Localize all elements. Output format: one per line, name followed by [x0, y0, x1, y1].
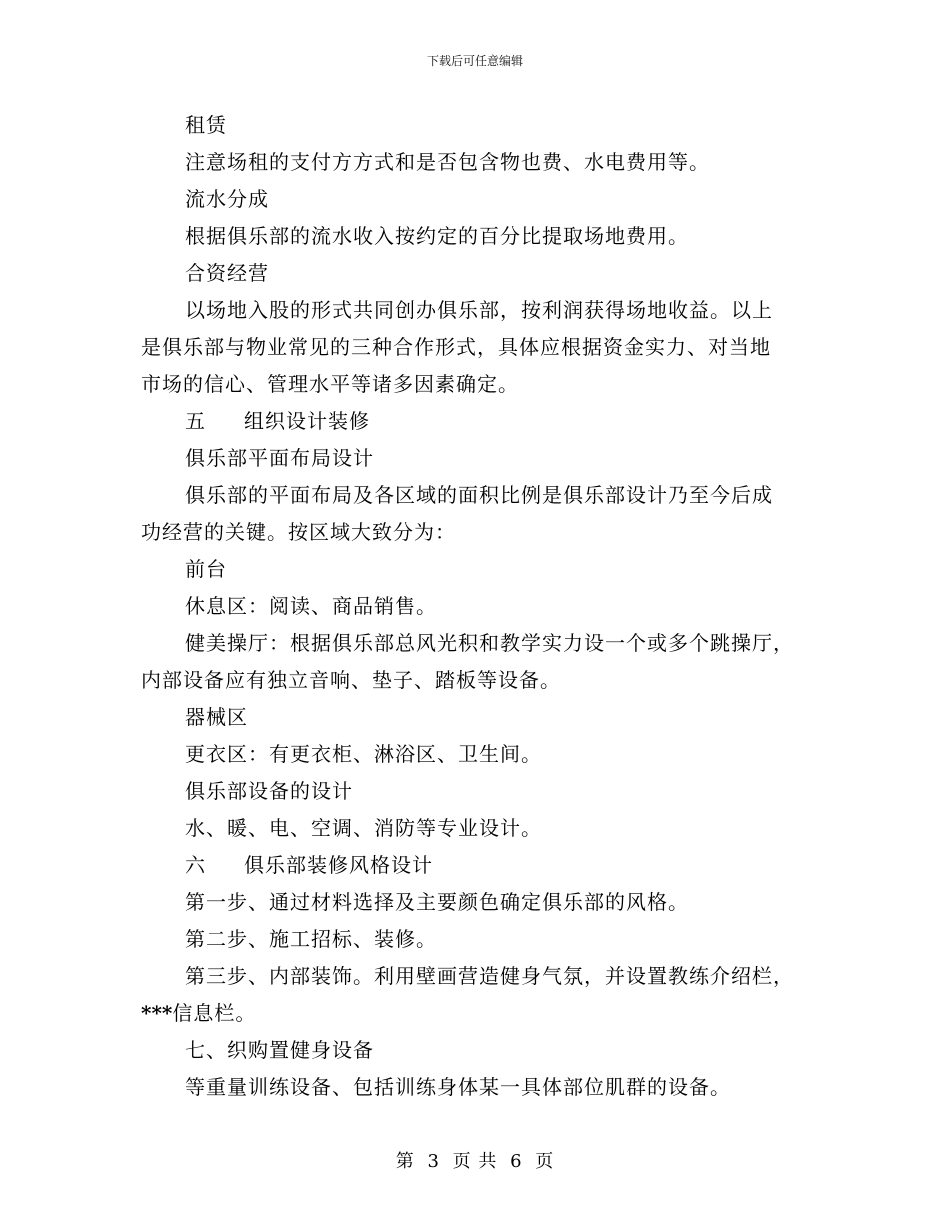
- subheading-joint-venture: 合资经营: [185, 261, 269, 285]
- section-title: 俱乐部装修风格设计: [244, 853, 433, 877]
- list-item-equipment-area: 器械区: [185, 705, 248, 729]
- paragraph-equipment-design: 水、暖、电、空调、消防等专业设计。: [185, 816, 542, 840]
- subheading-revenue-share: 流水分成: [185, 187, 269, 211]
- step-three-line2-text: 信息栏。: [172, 1001, 257, 1025]
- paragraph-floor-plan-line2: 功经营的关键。按区域大致分为：: [141, 520, 456, 544]
- footer-mid: 页 共: [452, 1151, 498, 1172]
- step-three-line1: 第三步、内部装饰。利用壁画营造健身气氛，并设置教练介绍栏，: [185, 964, 794, 988]
- paragraph-fitness-equipment: 等重量训练设备、包括训练身体某一具体部位肌群的设备。: [185, 1075, 731, 1099]
- list-item-rest-area: 休息区：阅读、商品销售。: [185, 594, 437, 618]
- step-one: 第一步、通过材料选择及主要颜色确定俱乐部的风格。: [185, 890, 689, 914]
- subheading-rent: 租赁: [185, 113, 227, 137]
- footer-suffix: 页: [535, 1151, 555, 1172]
- subheading-equipment-design: 俱乐部设备的设计: [185, 779, 353, 803]
- paragraph-revenue-share: 根据俱乐部的流水收入按约定的百分比提取场地费用。: [185, 224, 689, 248]
- section-number: 五: [185, 409, 206, 433]
- footer-prefix: 第: [395, 1151, 415, 1172]
- list-item-front-desk: 前台: [185, 557, 227, 581]
- page-footer: [0, 1147, 950, 1173]
- paragraph-floor-plan-line1: 俱乐部的平面布局及各区域的面积比例是俱乐部设计乃至今后成: [185, 483, 773, 507]
- paragraph-rent: 注意场租的支付方方式和是否包含物也费、水电费用等。: [185, 150, 710, 174]
- list-item-aerobics-line1: 健美操厅：根据俱乐部总风光积和教学实力设一个或多个跳操厅，: [185, 631, 794, 655]
- section-heading-six: [141, 847, 807, 884]
- paragraph-joint-venture-line2: 是俱乐部与物业常见的三种合作形式，具体应根据资金实力、对当地: [141, 335, 771, 359]
- page-number: 3: [427, 1151, 440, 1172]
- paragraph-joint-venture-line1: 以场地入股的形式共同创办俱乐部，按利润获得场地收益。以上: [185, 298, 773, 322]
- list-item-aerobics-line2: 内部设备应有独立音响、垫子、踏板等设备。: [141, 668, 561, 692]
- paragraph-joint-venture-line3: 市场的信心、管理水平等诸多因素确定。: [141, 372, 519, 396]
- redacted-text: ***: [141, 1001, 173, 1025]
- section-heading-seven: 七、织购置健身设备: [185, 1038, 374, 1062]
- page-total: 6: [510, 1151, 523, 1172]
- list-item-locker-area: 更衣区：有更衣柜、淋浴区、卫生间。: [185, 742, 542, 766]
- page-header: 下载后可任意编辑: [426, 54, 523, 68]
- section-heading-five: [141, 403, 807, 440]
- step-three-line2: [141, 995, 807, 1032]
- section-title: 组织设计装修: [244, 409, 370, 433]
- step-two: 第二步、施工招标、装修。: [185, 927, 437, 951]
- subheading-floor-plan: 俱乐部平面布局设计: [185, 446, 374, 470]
- document-body: [141, 107, 807, 1106]
- section-number: 六: [185, 853, 206, 877]
